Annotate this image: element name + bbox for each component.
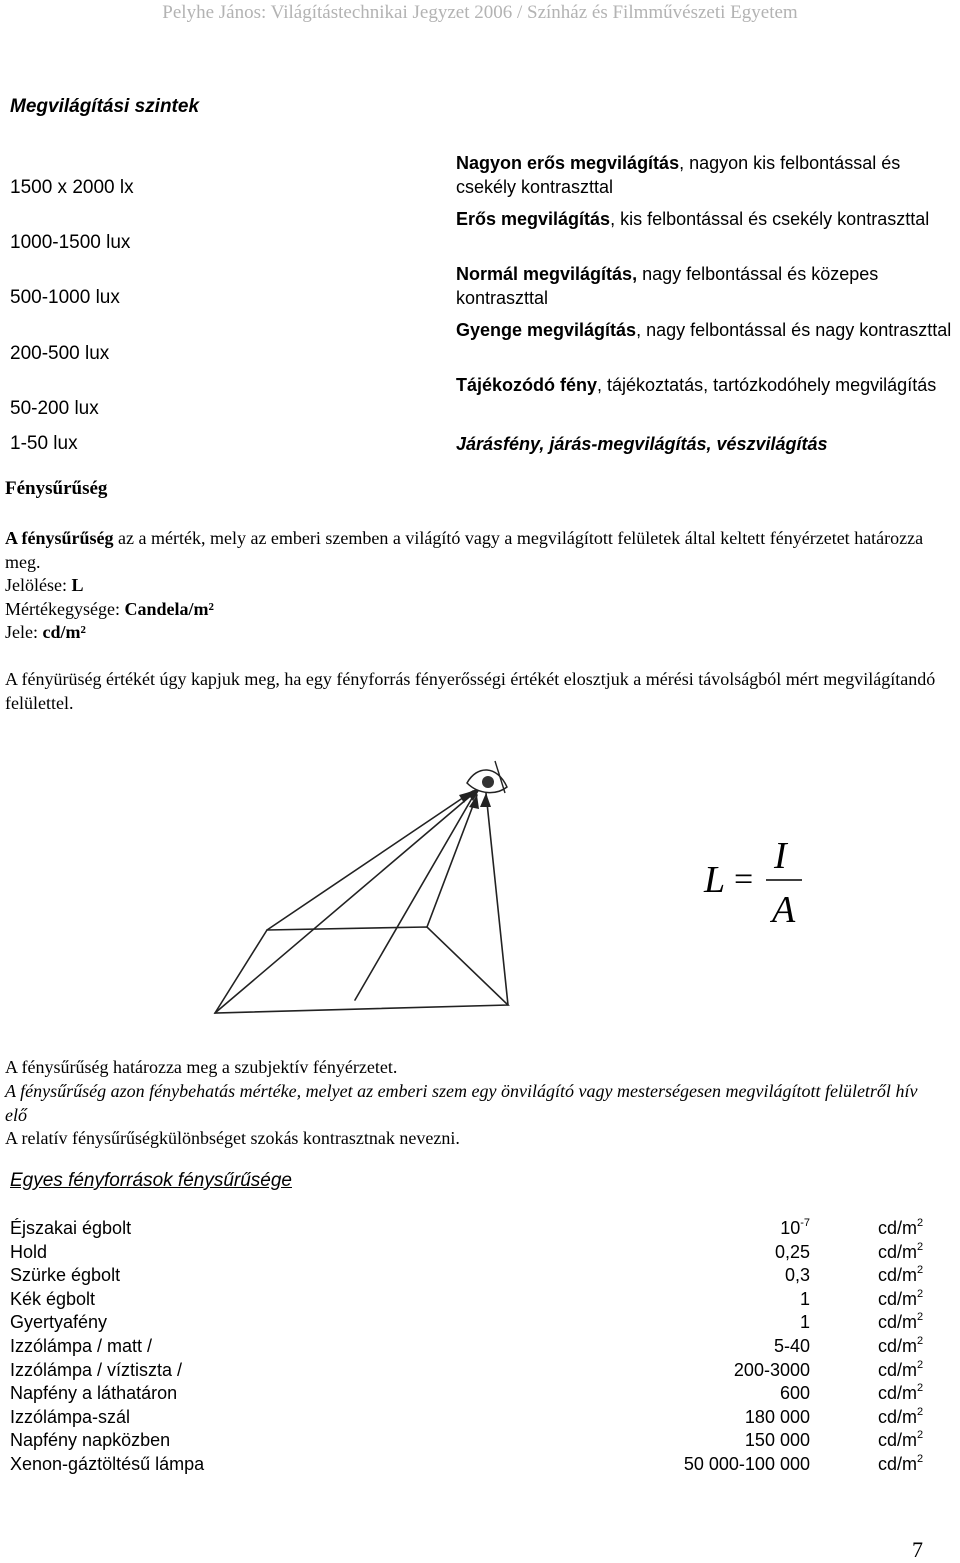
formula-lhs: L [704, 859, 726, 901]
source-unit: $cd/m^2$ [878, 1382, 924, 1404]
source-unit: $cd/m^2$ [878, 1405, 924, 1427]
table-row [10, 1430, 930, 1453]
unit-line: Mértékegysége: Candela/m² [5, 599, 214, 619]
table-row [10, 1383, 930, 1406]
source-value: 600 [779, 1383, 810, 1404]
source-name: Izzólámpa / matt / [10, 1336, 153, 1356]
source-unit: $cd/m^2$ [878, 1335, 924, 1356]
section-heading: Fénysűrűség [5, 478, 108, 499]
formula-equals: = [734, 861, 754, 898]
level-description: Gyenge megvilágítás, nagy felbontással és nagy kontraszttal [456, 320, 952, 340]
source-value: 200-3000 [733, 1359, 810, 1380]
source-unit: $cd/m^2$ [878, 1217, 924, 1238]
level-description: Erős megvilágítás, kis felbontással és csekély kontraszttal [456, 209, 930, 229]
source-value: 5-40 [773, 1336, 810, 1356]
source-name: Hold [10, 1241, 48, 1262]
table-row [10, 1312, 930, 1335]
level-value: 1500 x 2000 lx [10, 177, 134, 198]
source-value: 0,25 [774, 1241, 810, 1262]
source-value: 50 000-100 000 [683, 1454, 810, 1474]
formula-numerator: I [774, 835, 787, 877]
source-unit: $cd/m^2$ [878, 1311, 924, 1333]
value-exponent: -7 [800, 1217, 810, 1229]
table-row [10, 1407, 930, 1430]
table-row [10, 1336, 930, 1359]
level-description: Nagyon erős megvilágítás, nagyon kis felbontással és csekély kontraszttal [456, 153, 901, 197]
table-row [10, 1265, 930, 1288]
symbol-line: Jelölése: L [5, 575, 84, 595]
source-name: Xenon-gáztöltésű lámpa [10, 1454, 205, 1474]
luminance-formula [700, 830, 820, 930]
note-line-italic: A fénysűrűség azon fénybehatás mértéke, melyet az emberi szem egy önvilágító vagy mesterségesen megvilágított felületről hív elő [5, 1081, 918, 1125]
table-row [10, 1289, 930, 1312]
source-unit: $cd/m^2$ [878, 1264, 924, 1286]
running-header: Pelyhe János: Világítástechnikai Jegyzet 2006 / Színház és Filmművészeti Egyetem [162, 2, 798, 23]
table-row [10, 1218, 930, 1241]
sources-title: Egyes fényforrások fénysűrűsége [10, 1170, 292, 1191]
source-name: Kék égbolt [10, 1288, 96, 1309]
source-value: 1 [799, 1312, 810, 1333]
formula-denominator: A [772, 889, 796, 930]
note-line: A fénysűrűség határozza meg a szubjektív fényérzetet. [5, 1057, 398, 1077]
page-number: 7 [912, 1537, 923, 1562]
source-unit: $cd/m^2$ [878, 1429, 924, 1451]
source-value: $10^{-7}$ [780, 1217, 810, 1238]
level-description: Járásfény, járás-megvilágítás, vészvilágítás [456, 434, 828, 454]
source-unit: $cd/m^2$ [878, 1453, 924, 1474]
table-row [10, 1454, 930, 1477]
sign-line: Jele: cd/m² [5, 622, 86, 642]
levels-title: Megvilágítási szintek [10, 96, 200, 117]
definition-paragraph: A fénysűrűség az a mérték, mely az emberi szemben a világító vagy a megvilágított felületek által keltett fényérzetet határozza meg. [5, 528, 924, 572]
source-name: Napfény a láthatáron [10, 1383, 178, 1404]
level-value: 50-200 lux [10, 398, 99, 419]
calculation-paragraph: A fényürüség értékét úgy kapjuk meg, ha egy fényforrás fényerősségi értékét elosztjuk a mérési távolságból mért megvilágítandó felülettel. [5, 669, 936, 713]
level-description: Normál megvilágítás, nagy felbontással és közepes kontraszttal [456, 264, 879, 308]
source-value: 1 [799, 1288, 810, 1309]
source-name: Éjszakai égbolt [10, 1218, 132, 1238]
eye-icon [467, 761, 507, 793]
source-name: Izzólámpa / víztiszta / [10, 1359, 183, 1380]
level-value: 1-50 lux [10, 433, 78, 454]
source-value: 0,3 [784, 1265, 810, 1286]
source-unit: $cd/m^2$ [878, 1287, 924, 1309]
source-value: 150 000 [744, 1430, 810, 1451]
table-row [10, 1360, 930, 1383]
note-line: A relatív fénysűrűségkülönbséget szokás kontrasztnak nevezni. [5, 1128, 460, 1148]
level-description: Tájékozódó fény, tájékoztatás, tartózkodóhely megvilágítás [456, 375, 937, 395]
table-row [10, 1242, 930, 1265]
source-name: Napfény napközben [10, 1430, 171, 1451]
eye-surface-sketch [205, 735, 540, 1030]
source-unit: $cd/m^2$ [878, 1358, 924, 1380]
level-value: 1000-1500 lux [10, 232, 131, 253]
level-value: 200-500 lux [10, 343, 110, 364]
source-unit: $cd/m^2$ [878, 1240, 924, 1262]
level-value: 500-1000 lux [10, 287, 120, 308]
source-name: Szürke égbolt [10, 1265, 121, 1286]
source-name: Gyertyafény [10, 1312, 108, 1333]
source-value: 180 000 [744, 1406, 810, 1427]
source-name: Izzólámpa-szál [10, 1406, 131, 1427]
